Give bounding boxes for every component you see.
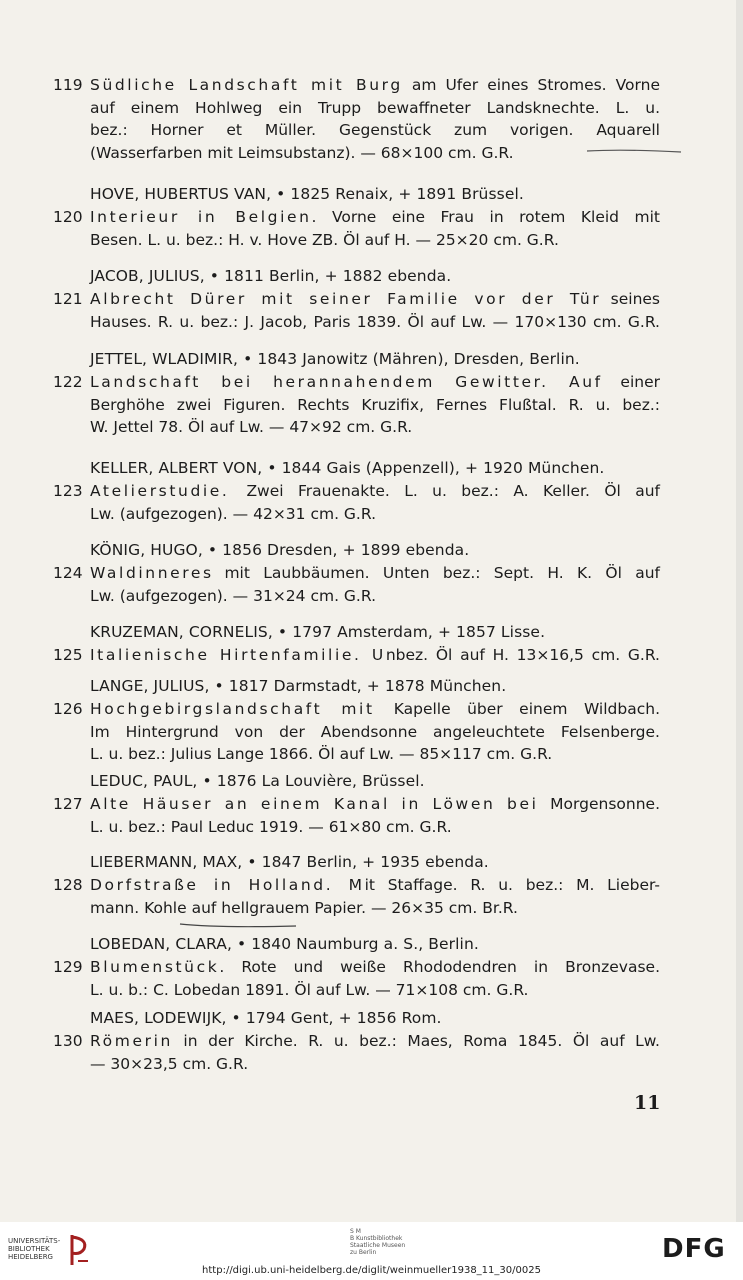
artist-heading: LANGE, JULIUS, • 1817 Darmstadt, + 1878 München. <box>90 677 507 695</box>
entry-description-line: (Wasserfarben mit Leimsubstanz). — 68×100 cm. G.R. <box>90 143 514 162</box>
artist-heading: KÖNIG, HUGO, • 1856 Dresden, + 1899 ebenda. <box>90 541 470 559</box>
entry-title-rest: r seines <box>592 290 660 308</box>
entry-title-rest: Kapelle über einem Wildbach. <box>393 700 660 718</box>
library-name-line: UNIVERSITÄTS- <box>8 1237 61 1245</box>
entry-number: 130 <box>53 1032 83 1050</box>
entry-title: Landschaft bei herannahendem Gewitter. Auf <box>90 373 603 391</box>
entry-title: Waldinnere <box>90 564 204 582</box>
entry-title-line <box>90 1032 660 1050</box>
entry-number: 124 <box>53 564 83 582</box>
pencil-underline-icon <box>585 143 685 155</box>
entry-description-line: Hauses. R. u. bez.: J. Jacob, Paris 1839. Öl auf Lw. — 170×130 cm. G.R. <box>90 312 660 331</box>
artist-heading: LOBEDAN, CLARA, • 1840 Naumburg a. S., Berlin. <box>90 935 479 953</box>
artist-heading: LIEBERMANN, MAX, • 1847 Berlin, + 1935 ebenda. <box>90 853 489 871</box>
page-edge <box>736 0 743 1222</box>
entry-title-rest: . Vorne eine Frau in rotem Kleid mit <box>311 208 661 226</box>
entry-title-rest: einer <box>602 373 660 391</box>
entry-title-line <box>90 373 660 391</box>
entry-description-line: L. u. b.: C. Lobedan 1891. Öl auf Lw. — 71×108 cm. G.R. <box>90 980 529 999</box>
stamp-line: zu Berlin <box>350 1249 377 1256</box>
entry-title-line <box>90 564 660 582</box>
source-url[interactable]: http://digi.ub.uni-heidelberg.de/diglit/weinmueller1938_11_30/0025 <box>202 1265 541 1276</box>
entry-description-line: W. Jettel 78. Öl auf Lw. — 47×92 cm. G.R. <box>90 418 413 436</box>
entry-title: Interieur in Belgien <box>90 208 312 226</box>
entry-title: Alte Häuser an einem Kanal in Löwen bei <box>90 795 551 813</box>
artist-heading: KRUZEMAN, CORNELIS, • 1797 Amsterdam, + 1857 Lisse. <box>90 623 546 641</box>
artist-heading: LEDUC, PAUL, • 1876 La Louvière, Brüssel. <box>90 772 425 790</box>
entry-description-line: Besen. L. u. bez.: H. v. Hove ZB. Öl auf H. — 25×20 cm. G.R. <box>90 230 559 249</box>
page-number: 11 <box>634 1092 661 1114</box>
stamp-line: B Kunstbibliothek <box>350 1235 403 1242</box>
dfg-logo: DFG <box>662 1234 726 1264</box>
entry-title-line <box>90 482 660 500</box>
entry-number: 125 <box>53 646 83 664</box>
entry-title-rest: in der Kirche. R. u. bez.: Maes, Roma 1845. Öl auf Lw. <box>172 1032 660 1050</box>
entry-description-line: L. u. bez.: Paul Leduc 1919. — 61×80 cm. G.R. <box>90 817 452 836</box>
entry-title-rest: it Staffage. R. u. bez.: M. Lieber- <box>364 876 660 894</box>
entry-title-rest: . Rote und weiße Rhododendren in Bronzevase. <box>219 958 660 976</box>
entry-title: Albrecht Dürer mit seiner Familie vor der Tü <box>90 290 593 308</box>
entry-title: Südliche Landschaft mit Burg <box>90 76 403 94</box>
entry-title: Atelierstudie. <box>90 482 247 500</box>
entry-number: 120 <box>53 208 83 226</box>
library-name <box>8 1237 60 1261</box>
entry-number: 119 <box>53 76 83 94</box>
entry-number: 121 <box>53 290 83 308</box>
artist-heading: HOVE, HUBERTUS VAN, • 1825 Renaix, + 1891 Brüssel. <box>90 185 524 203</box>
entry-description-line: L. u. bez.: Julius Lange 1866. Öl auf Lw. — 85×117 cm. G.R. <box>90 745 553 763</box>
artist-heading: MAES, LODEWIJK, • 1794 Gent, + 1856 Rom. <box>90 1009 442 1027</box>
library-name-line: HEIDELBERG <box>8 1253 53 1261</box>
entry-number: 122 <box>53 373 83 391</box>
entry-title-line <box>90 795 660 813</box>
entry-title-rest: Zwei Frauenakte. L. u. bez.: A. Keller. Öl auf <box>246 482 660 500</box>
entry-title: Dorfstraße in Holland. M <box>90 876 365 894</box>
entry-title-line <box>90 208 660 226</box>
entry-title-line <box>90 76 660 94</box>
entry-title: Hochgebirgslandschaft mit <box>90 700 394 718</box>
entry-description-line: auf einem Hohlweg ein Trupp bewaffneter Landsknechte. L. u. <box>90 98 660 117</box>
artist-heading: KELLER, ALBERT VON, • 1844 Gais (Appenzell), + 1920 München. <box>90 459 605 477</box>
entry-title-line <box>90 876 660 894</box>
artist-heading: JETTEL, WLADIMIR, • 1843 Janowitz (Mähren), Dresden, Berlin. <box>90 350 580 368</box>
entry-description-line: Berghöhe zwei Figuren. Rechts Kruzifix, Fernes Flußtal. R. u. bez.: <box>90 395 660 414</box>
entry-description-line: mann. Kohle auf hellgrauem Papier. — 26×35 cm. Br.R. <box>90 898 518 917</box>
entry-description-line: bez.: Horner et Müller. Gegenstück zum vorigen. Aquarell <box>90 121 660 139</box>
entry-title-line <box>90 958 660 976</box>
entry-title-rest: am Ufer eines Stromes. Vorne <box>402 76 660 94</box>
entry-title: Italienische Hirtenfamilie. U <box>90 646 386 664</box>
entry-number: 128 <box>53 876 83 894</box>
pencil-underline-icon <box>178 919 298 931</box>
entry-description-line: — 30×23,5 cm. G.R. <box>90 1054 249 1073</box>
library-name-line: BIBLIOTHEK <box>8 1245 50 1253</box>
entry-description-line: Lw. (aufgezogen). — 42×31 cm. G.R. <box>90 504 377 523</box>
entry-title-line <box>90 646 660 664</box>
entry-number: 127 <box>53 795 83 813</box>
library-logo-icon <box>66 1233 92 1267</box>
entry-title-rest: s mit Laubbäumen. Unten bez.: Sept. H. K. Öl auf <box>203 564 660 582</box>
stamp-line: S M <box>350 1228 361 1235</box>
artist-heading: JACOB, JULIUS, • 1811 Berlin, + 1882 ebenda. <box>90 267 452 285</box>
entry-title: Römerin <box>90 1032 173 1050</box>
entry-number: 129 <box>53 958 83 976</box>
entry-description-line: Im Hintergrund von der Abendsonne angeleuchtete Felsenberge. <box>90 722 660 741</box>
entry-description-line: Lw. (aufgezogen). — 31×24 cm. G.R. <box>90 586 377 605</box>
stamp-line: Staatliche Museen <box>350 1242 406 1249</box>
museum-stamp <box>350 1228 405 1256</box>
entry-title-line <box>90 290 660 308</box>
entry-title: Blumenstück <box>90 958 220 976</box>
entry-number: 126 <box>53 700 83 718</box>
entry-title-rest: nbez. Öl auf H. 13×16,5 cm. G.R. <box>385 646 660 664</box>
entry-title-line <box>90 700 660 718</box>
entry-title-rest: Morgensonne. <box>550 795 660 813</box>
entry-number: 123 <box>53 482 83 500</box>
